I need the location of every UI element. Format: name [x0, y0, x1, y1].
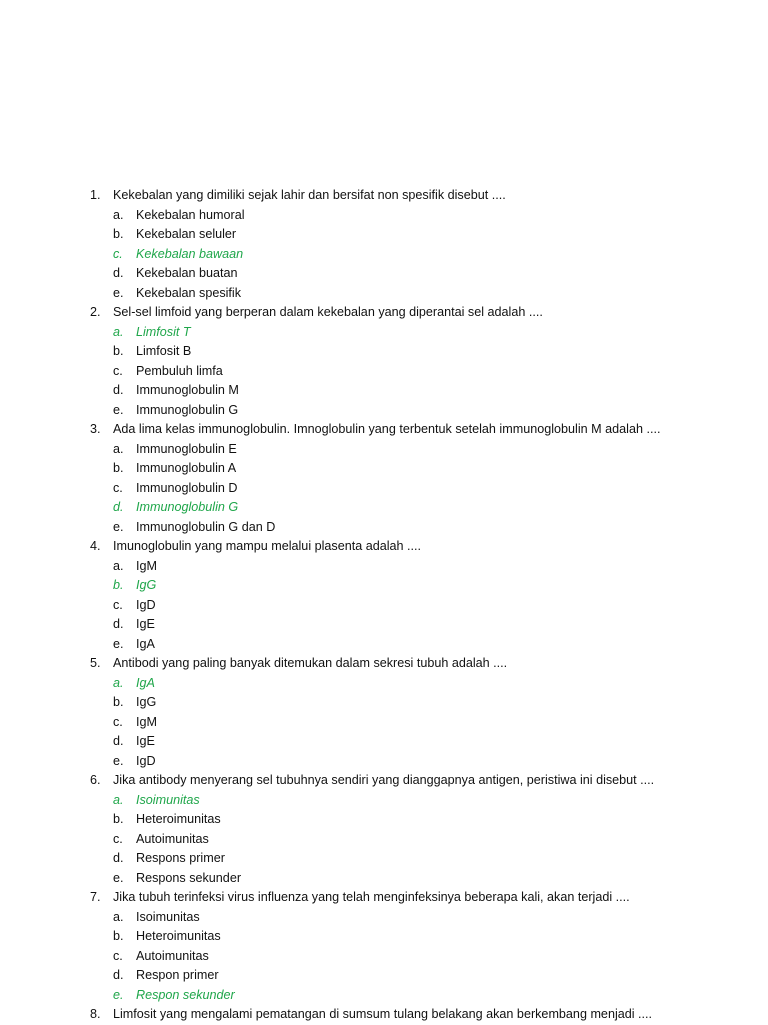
- option-letter: a.: [113, 675, 124, 690]
- answer-option-correct: [90, 791, 750, 811]
- question-text: Kekebalan yang dimiliki sejak lahir dan bersifat non spesifik disebut ....: [113, 188, 506, 202]
- option-letter: b.: [113, 461, 124, 475]
- option-letter: d.: [113, 266, 124, 280]
- answer-option: [90, 615, 750, 635]
- answer-option: [90, 693, 750, 713]
- question-list: [90, 186, 750, 1025]
- option-letter: e.: [113, 519, 124, 534]
- option-text: Kekebalan seluler: [136, 227, 237, 241]
- option-text: Immunoglobulin A: [136, 461, 237, 475]
- option-letter: b.: [113, 227, 124, 241]
- option-text: Heteroimunitas: [136, 929, 221, 943]
- option-text: Respons sekunder: [136, 870, 242, 885]
- option-text: Limfosit T: [136, 324, 191, 339]
- question-number: 6.: [90, 773, 101, 787]
- answer-option: [90, 635, 750, 655]
- option-letter: d.: [113, 383, 124, 397]
- answer-option: [90, 732, 750, 752]
- question-number: 1.: [90, 188, 101, 202]
- option-text: Immunoglobulin G: [136, 500, 239, 514]
- answer-option: [90, 206, 750, 226]
- answer-option: [90, 459, 750, 479]
- option-letter: d.: [113, 617, 124, 631]
- option-letter: e.: [113, 636, 124, 651]
- option-text: Respon sekunder: [136, 987, 235, 1002]
- option-text: Respons primer: [136, 851, 225, 865]
- question-number: 4.: [90, 539, 101, 553]
- option-text: Pembuluh limfa: [136, 363, 223, 378]
- option-letter: a.: [113, 558, 124, 573]
- question-line: [90, 537, 750, 557]
- question-6: [90, 771, 750, 888]
- answer-option: [90, 381, 750, 401]
- answer-option: [90, 362, 750, 382]
- question-line: [90, 186, 750, 206]
- option-letter: b.: [113, 929, 124, 943]
- option-text: Autoimunitas: [136, 948, 209, 963]
- question-text: Jika tubuh terinfeksi virus influenza yang telah menginfeksinya beberapa kali, akan terjadi ....: [113, 890, 630, 904]
- answer-option-correct: [90, 674, 750, 694]
- option-text: IgE: [136, 734, 155, 748]
- option-text: Respon primer: [136, 968, 219, 982]
- answer-option: [90, 596, 750, 616]
- answer-option: [90, 401, 750, 421]
- option-text: IgD: [136, 597, 156, 612]
- option-letter: e.: [113, 753, 124, 768]
- option-letter: c.: [113, 363, 123, 378]
- option-text: Limfosit B: [136, 344, 192, 358]
- option-text: Isoimunitas: [136, 792, 200, 807]
- answer-option: [90, 342, 750, 362]
- question-number: 8.: [90, 1007, 101, 1021]
- option-letter: d.: [113, 851, 124, 865]
- question-number: 5.: [90, 656, 101, 670]
- option-letter: e.: [113, 285, 124, 300]
- option-list: [90, 440, 750, 538]
- option-letter: d.: [113, 734, 124, 748]
- option-text: IgA: [136, 675, 155, 690]
- option-letter: e.: [113, 402, 124, 417]
- option-letter: c.: [113, 246, 123, 261]
- question-line: [90, 888, 750, 908]
- option-letter: a.: [113, 324, 124, 339]
- option-list: [90, 557, 750, 655]
- answer-option: [90, 752, 750, 772]
- option-letter: a.: [113, 441, 124, 456]
- option-letter: c.: [113, 948, 123, 963]
- question-4: [90, 537, 750, 654]
- option-list: [90, 323, 750, 421]
- answer-option-correct: [90, 245, 750, 265]
- option-text: Kekebalan buatan: [136, 266, 238, 280]
- answer-option: [90, 810, 750, 830]
- option-text: Immunoglobulin E: [136, 441, 237, 456]
- question-number: 3.: [90, 422, 101, 436]
- answer-option: [90, 225, 750, 245]
- question-7: [90, 888, 750, 1005]
- option-text: IgG: [136, 578, 157, 592]
- answer-option: [90, 518, 750, 538]
- option-letter: d.: [113, 968, 124, 982]
- option-letter: a.: [113, 909, 124, 924]
- answer-option: [90, 927, 750, 947]
- question-2: [90, 303, 750, 420]
- answer-option-correct: [90, 576, 750, 596]
- option-text: IgM: [136, 714, 157, 729]
- answer-option: [90, 284, 750, 304]
- answer-option-correct: [90, 986, 750, 1006]
- question-text: Limfosit yang mengalami pematangan di sumsum tulang belakang akan berkembang menjadi ....: [113, 1007, 653, 1021]
- question-text: Imunoglobulin yang mampu melalui plasenta adalah ....: [113, 539, 422, 553]
- option-letter: c.: [113, 714, 123, 729]
- option-text: Immunoglobulin G dan D: [136, 519, 276, 534]
- answer-option: [90, 713, 750, 733]
- answer-option-correct: [90, 323, 750, 343]
- option-list: [90, 674, 750, 772]
- answer-option: [90, 966, 750, 986]
- question-line: [90, 771, 750, 791]
- option-text: Autoimunitas: [136, 831, 209, 846]
- question-line: [90, 1005, 750, 1025]
- option-text: IgD: [136, 753, 156, 768]
- question-text: Antibodi yang paling banyak ditemukan dalam sekresi tubuh adalah ....: [113, 656, 508, 670]
- question-1: [90, 186, 750, 303]
- answer-option: [90, 908, 750, 928]
- answer-option-correct: [90, 498, 750, 518]
- option-letter: c.: [113, 480, 123, 495]
- option-letter: b.: [113, 812, 124, 826]
- answer-option: [90, 557, 750, 577]
- question-line: [90, 303, 750, 323]
- option-letter: a.: [113, 792, 124, 807]
- option-letter: d.: [113, 500, 124, 514]
- option-letter: c.: [113, 831, 123, 846]
- answer-option: [90, 869, 750, 889]
- question-number: 7.: [90, 890, 101, 904]
- question-line: [90, 420, 750, 440]
- question-line: [90, 654, 750, 674]
- answer-option: [90, 830, 750, 850]
- answer-option: [90, 479, 750, 499]
- question-text: Jika antibody menyerang sel tubuhnya sendiri yang dianggapnya antigen, peristiwa ini disebut ....: [113, 773, 655, 787]
- question-text: Sel-sel limfoid yang berperan dalam kekebalan yang diperantai sel adalah ....: [113, 305, 543, 319]
- option-list: [90, 791, 750, 889]
- answer-option: [90, 264, 750, 284]
- option-letter: b.: [113, 578, 124, 592]
- question-number: 2.: [90, 305, 101, 319]
- option-text: Immunoglobulin G: [136, 402, 239, 417]
- option-text: Kekebalan humoral: [136, 207, 245, 222]
- question-8: [90, 1005, 750, 1025]
- option-text: Kekebalan spesifik: [136, 285, 242, 300]
- answer-option: [90, 849, 750, 869]
- question-text: Ada lima kelas immunoglobulin. Imnoglobulin yang terbentuk setelah immunoglobulin M adalah ....: [113, 422, 661, 436]
- option-text: Heteroimunitas: [136, 812, 221, 826]
- option-letter: b.: [113, 695, 124, 709]
- option-text: Immunoglobulin D: [136, 480, 238, 495]
- question-5: [90, 654, 750, 771]
- option-text: IgM: [136, 558, 157, 573]
- option-list: [90, 206, 750, 304]
- answer-option: [90, 947, 750, 967]
- answer-option: [90, 440, 750, 460]
- option-text: IgE: [136, 617, 155, 631]
- option-text: Immunoglobulin M: [136, 383, 239, 397]
- option-text: IgA: [136, 636, 155, 651]
- option-text: IgG: [136, 695, 157, 709]
- option-letter: e.: [113, 987, 124, 1002]
- option-letter: e.: [113, 870, 124, 885]
- option-text: Isoimunitas: [136, 909, 200, 924]
- option-letter: c.: [113, 597, 123, 612]
- option-letter: b.: [113, 344, 124, 358]
- option-text: Kekebalan bawaan: [136, 246, 244, 261]
- option-letter: a.: [113, 207, 124, 222]
- option-list: [90, 908, 750, 1006]
- question-3: [90, 420, 750, 537]
